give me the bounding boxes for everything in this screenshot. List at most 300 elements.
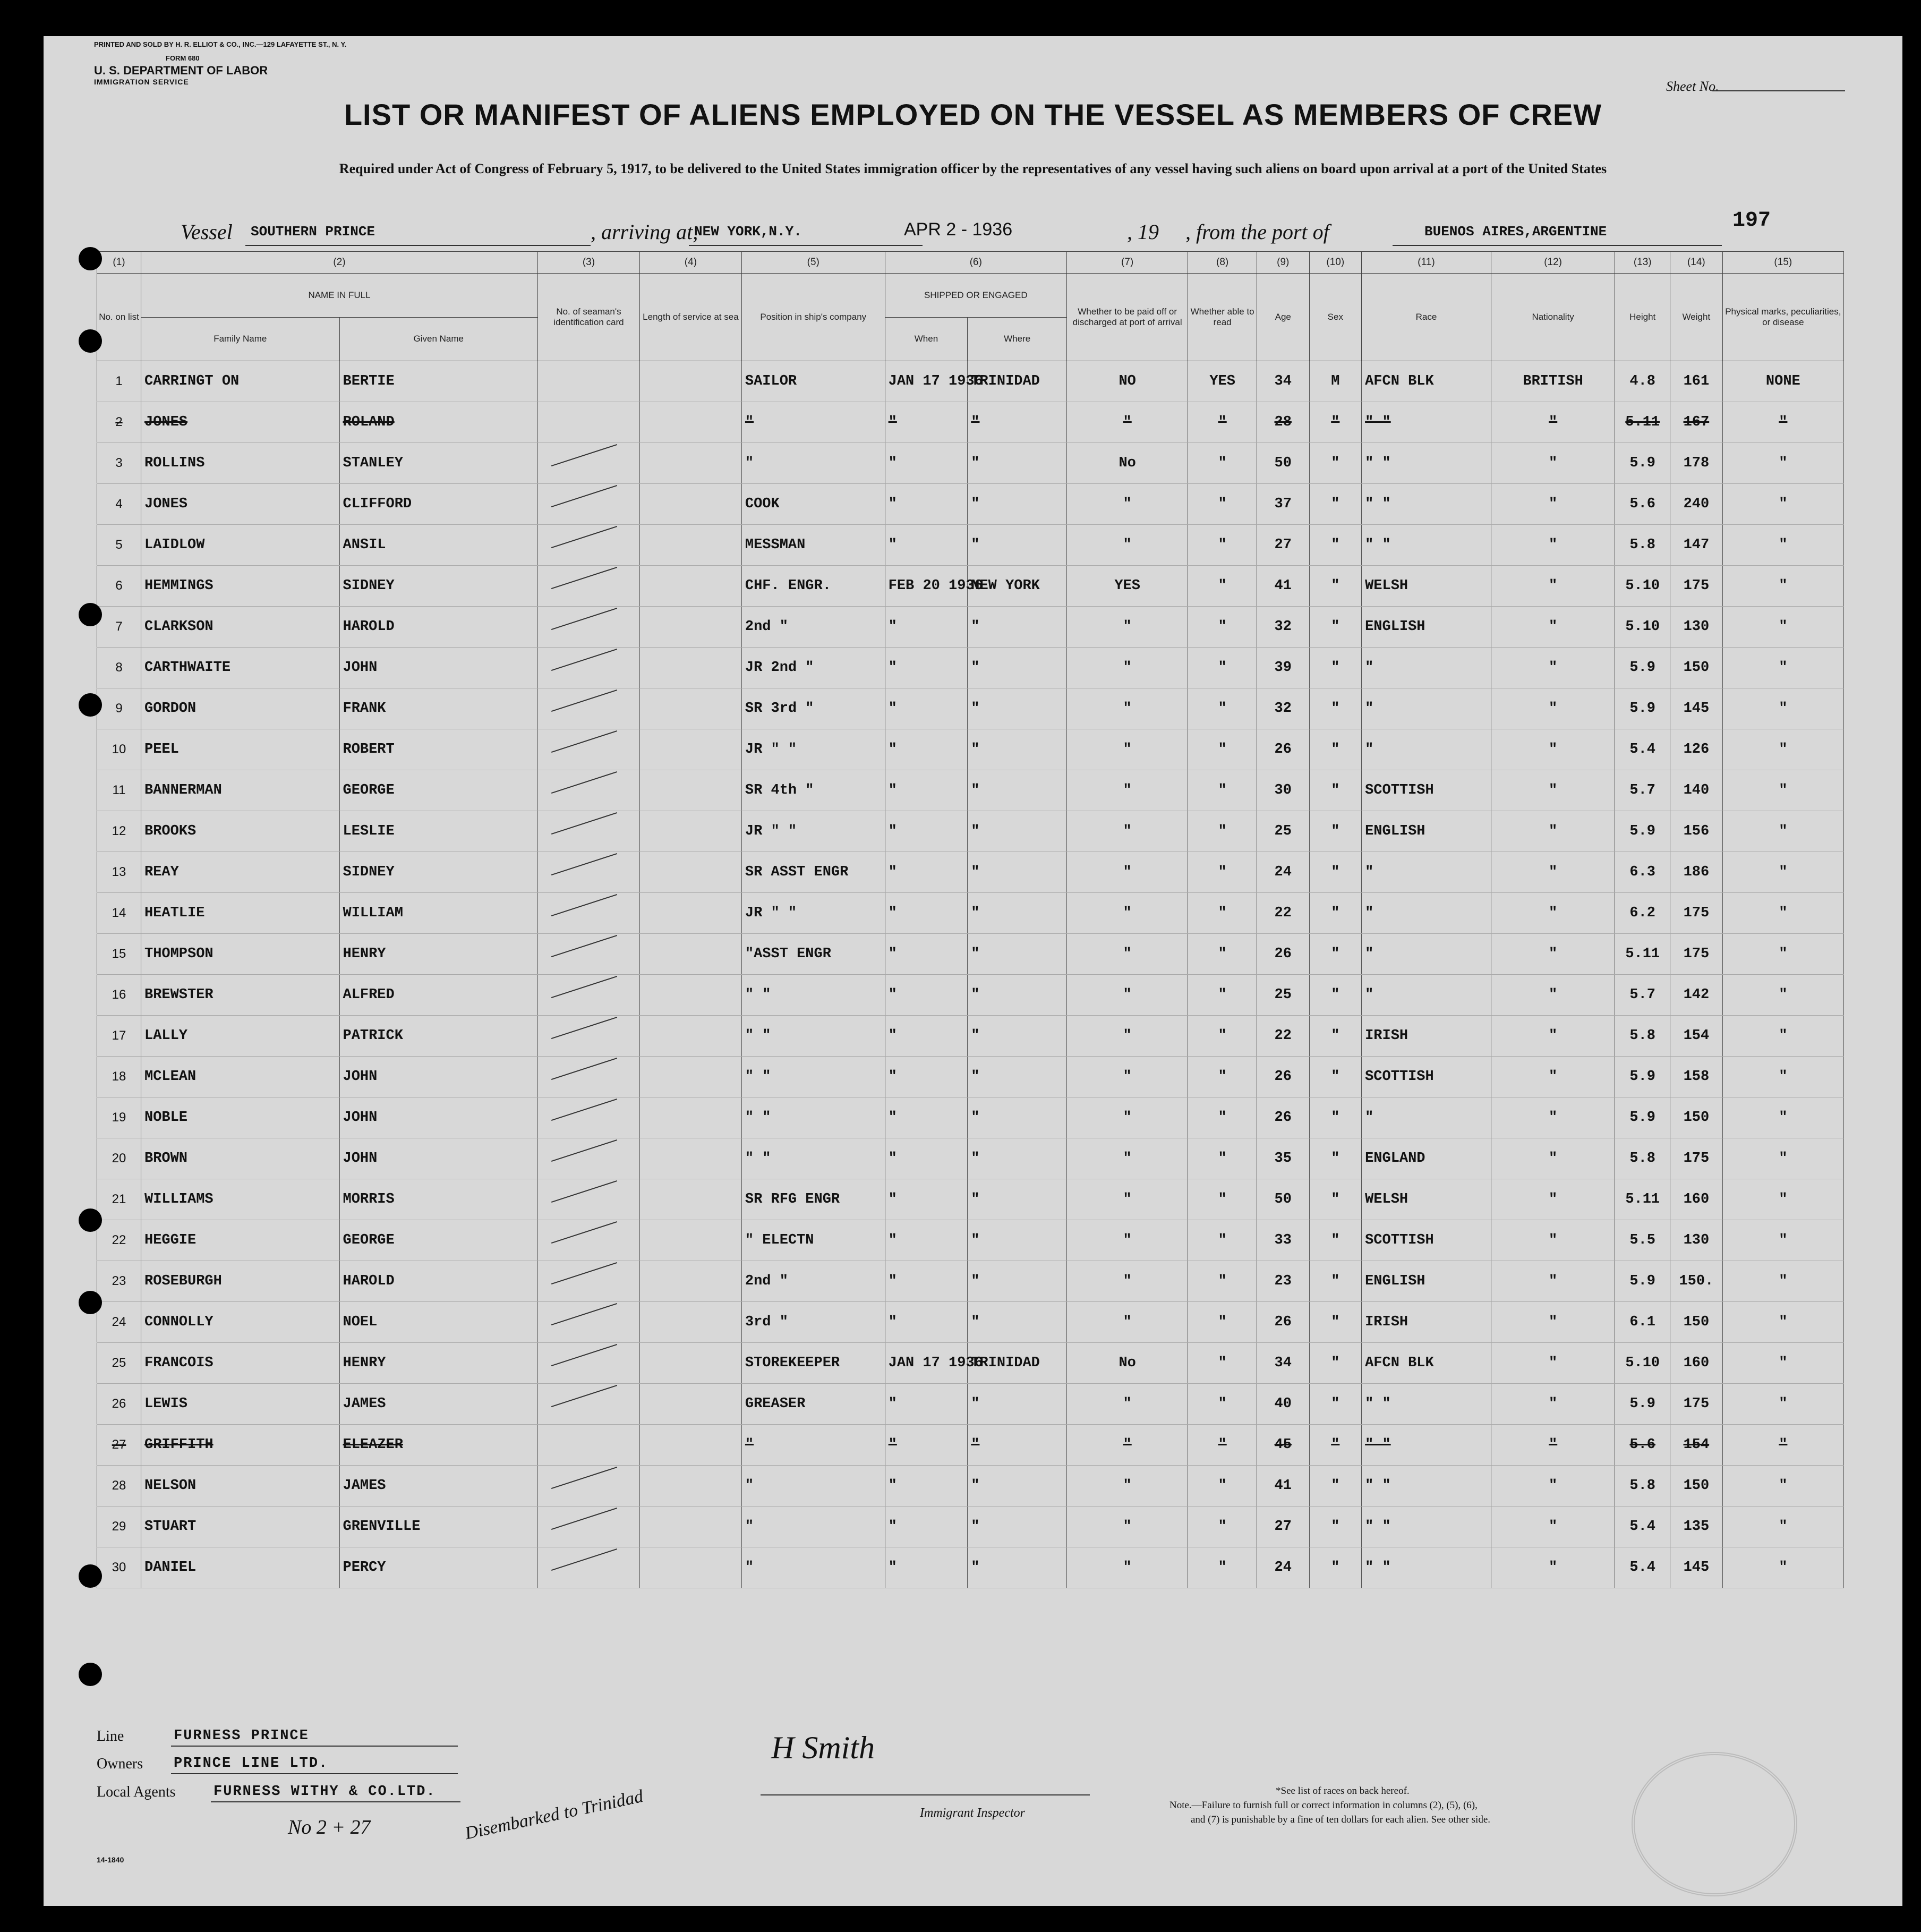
cell-height: 5.8 bbox=[1615, 525, 1670, 566]
cell-weight: 175 bbox=[1670, 1384, 1723, 1425]
cell-length bbox=[639, 525, 741, 566]
cell-race: " bbox=[1362, 934, 1491, 975]
cell-no: 9 bbox=[97, 688, 141, 729]
cell-family: FRANCOIS bbox=[141, 1343, 340, 1384]
cell-nat: " bbox=[1491, 1547, 1615, 1588]
crew-row bbox=[97, 1179, 1844, 1220]
arriving-line bbox=[689, 245, 923, 246]
check-tick-icon bbox=[551, 730, 617, 753]
crew-row bbox=[97, 566, 1844, 607]
cell-weight: 240 bbox=[1670, 484, 1723, 525]
cell-read: " bbox=[1188, 607, 1257, 648]
cell-paid: " bbox=[1067, 1057, 1188, 1097]
cell-where: TRINIDAD bbox=[968, 1343, 1067, 1384]
cell-nat: " bbox=[1491, 975, 1615, 1016]
cell-position: SR RFG ENGR bbox=[741, 1179, 885, 1220]
cell-no: 2 bbox=[97, 402, 141, 443]
cell-nat: " bbox=[1491, 1302, 1615, 1343]
cell-given: WILLIAM bbox=[339, 893, 538, 934]
check-tick-icon bbox=[551, 976, 617, 998]
arriving-port: NEW YORK,N.Y. bbox=[694, 224, 802, 240]
cell-given: SIDNEY bbox=[339, 566, 538, 607]
cell-race: " " bbox=[1362, 1425, 1491, 1466]
cell-race: AFCN BLK bbox=[1362, 1343, 1491, 1384]
cell-when: " bbox=[885, 852, 968, 893]
cell-age: 27 bbox=[1257, 525, 1309, 566]
cell-length bbox=[639, 443, 741, 484]
agents-underline bbox=[211, 1801, 460, 1802]
cell-given: ROLAND bbox=[339, 402, 538, 443]
crew-row bbox=[97, 729, 1844, 770]
cell-height: 5.8 bbox=[1615, 1466, 1670, 1507]
cell-when: JAN 17 1936 bbox=[885, 1343, 968, 1384]
cell-height: 5.4 bbox=[1615, 1507, 1670, 1547]
cell-when: " bbox=[885, 934, 968, 975]
cell-position: MESSMAN bbox=[741, 525, 885, 566]
cell-read: " bbox=[1188, 525, 1257, 566]
cell-position: SR ASST ENGR bbox=[741, 852, 885, 893]
crew-row bbox=[97, 648, 1844, 688]
cell-age: 30 bbox=[1257, 770, 1309, 811]
cell-weight: 156 bbox=[1670, 811, 1723, 852]
cell-where: " bbox=[968, 1507, 1067, 1547]
cell-where: " bbox=[968, 443, 1067, 484]
cell-position: JR " " bbox=[741, 729, 885, 770]
col-num-5: (5) bbox=[741, 252, 885, 274]
crew-row bbox=[97, 1547, 1844, 1588]
cell-length bbox=[639, 1384, 741, 1425]
cell-race: " bbox=[1362, 893, 1491, 934]
cell-length bbox=[639, 1138, 741, 1179]
crew-row bbox=[97, 1507, 1844, 1547]
check-tick-icon bbox=[551, 1548, 617, 1571]
cell-race: " bbox=[1362, 975, 1491, 1016]
vessel-info-line bbox=[44, 219, 1902, 251]
cell-given: GRENVILLE bbox=[339, 1507, 538, 1547]
cell-where: " bbox=[968, 893, 1067, 934]
cell-when: " bbox=[885, 1057, 968, 1097]
cell-paid: " bbox=[1067, 1302, 1188, 1343]
cell-id bbox=[538, 1547, 640, 1588]
cell-weight: 150 bbox=[1670, 1097, 1723, 1138]
cell-marks: " bbox=[1722, 525, 1843, 566]
cell-id bbox=[538, 1220, 640, 1261]
cell-given: ROBERT bbox=[339, 729, 538, 770]
cell-nat: " bbox=[1491, 1097, 1615, 1138]
cell-sex: " bbox=[1309, 1466, 1362, 1507]
cell-family: CONNOLLY bbox=[141, 1302, 340, 1343]
col-num-10: (10) bbox=[1309, 252, 1362, 274]
cell-length bbox=[639, 648, 741, 688]
cell-race: " " bbox=[1362, 525, 1491, 566]
col-num-15: (15) bbox=[1722, 252, 1843, 274]
cell-nat: " bbox=[1491, 1507, 1615, 1547]
cell-marks: " bbox=[1722, 648, 1843, 688]
cell-height: 5.6 bbox=[1615, 484, 1670, 525]
check-tick-icon bbox=[551, 1017, 617, 1039]
cell-read: " bbox=[1188, 566, 1257, 607]
cell-no: 15 bbox=[97, 934, 141, 975]
cell-weight: 142 bbox=[1670, 975, 1723, 1016]
cell-family: CLARKSON bbox=[141, 607, 340, 648]
cell-height: 5.7 bbox=[1615, 975, 1670, 1016]
cell-no: 26 bbox=[97, 1384, 141, 1425]
crew-row bbox=[97, 1220, 1844, 1261]
check-tick-icon bbox=[551, 608, 617, 630]
cell-sex: " bbox=[1309, 975, 1362, 1016]
cell-family: ROLLINS bbox=[141, 443, 340, 484]
cell-read: " bbox=[1188, 1220, 1257, 1261]
crew-row bbox=[97, 1343, 1844, 1384]
check-tick-icon bbox=[551, 1180, 617, 1203]
cell-weight: 135 bbox=[1670, 1507, 1723, 1547]
cell-length bbox=[639, 1343, 741, 1384]
cell-where: " bbox=[968, 1302, 1067, 1343]
cell-sex: " bbox=[1309, 1302, 1362, 1343]
cell-length bbox=[639, 1261, 741, 1302]
crew-row bbox=[97, 852, 1844, 893]
sheet-number-label: Sheet No. bbox=[1666, 79, 1719, 94]
cell-when: " bbox=[885, 1179, 968, 1220]
cell-position: SR 4th " bbox=[741, 770, 885, 811]
cell-nat: " bbox=[1491, 852, 1615, 893]
cell-where: " bbox=[968, 525, 1067, 566]
cell-paid: " bbox=[1067, 607, 1188, 648]
sheet-number-line bbox=[1712, 90, 1845, 91]
cell-height: 5.4 bbox=[1615, 729, 1670, 770]
cell-when: " bbox=[885, 402, 968, 443]
cell-marks: " bbox=[1722, 1507, 1843, 1547]
check-tick-icon bbox=[551, 690, 617, 712]
cell-id bbox=[538, 1016, 640, 1057]
cell-nat: " bbox=[1491, 1220, 1615, 1261]
cell-sex: " bbox=[1309, 566, 1362, 607]
cell-read: " bbox=[1188, 1343, 1257, 1384]
cell-paid: " bbox=[1067, 648, 1188, 688]
cell-read: " bbox=[1188, 1016, 1257, 1057]
crew-row bbox=[97, 1466, 1844, 1507]
cell-height: 5.10 bbox=[1615, 566, 1670, 607]
cell-read: " bbox=[1188, 1261, 1257, 1302]
cell-nat: " bbox=[1491, 525, 1615, 566]
cell-where: " bbox=[968, 852, 1067, 893]
cell-nat: " bbox=[1491, 934, 1615, 975]
cell-age: 41 bbox=[1257, 566, 1309, 607]
cell-height: 5.11 bbox=[1615, 934, 1670, 975]
cell-length bbox=[639, 1466, 741, 1507]
owners-underline bbox=[171, 1773, 458, 1774]
cell-given: LESLIE bbox=[339, 811, 538, 852]
cell-sex: " bbox=[1309, 1220, 1362, 1261]
cell-when: " bbox=[885, 1016, 968, 1057]
cell-race: " " bbox=[1362, 484, 1491, 525]
cell-family: LEWIS bbox=[141, 1384, 340, 1425]
cell-paid: " bbox=[1067, 934, 1188, 975]
cell-marks: " bbox=[1722, 975, 1843, 1016]
cell-paid: NO bbox=[1067, 361, 1188, 402]
cell-marks: " bbox=[1722, 1220, 1843, 1261]
cell-height: 5.9 bbox=[1615, 1261, 1670, 1302]
cell-family: HEATLIE bbox=[141, 893, 340, 934]
cell-position: 2nd " bbox=[741, 1261, 885, 1302]
cell-weight: 154 bbox=[1670, 1016, 1723, 1057]
form-code: 14-1840 bbox=[97, 1856, 124, 1864]
cell-id bbox=[538, 648, 640, 688]
footer-note bbox=[1169, 1784, 1490, 1827]
cell-no: 27 bbox=[97, 1425, 141, 1466]
col-num-9: (9) bbox=[1257, 252, 1309, 274]
header-height: Height bbox=[1615, 274, 1670, 361]
cell-no: 29 bbox=[97, 1507, 141, 1547]
cell-family: BROWN bbox=[141, 1138, 340, 1179]
signature-line bbox=[761, 1794, 1090, 1795]
cell-weight: 145 bbox=[1670, 688, 1723, 729]
punch-hole bbox=[79, 1564, 102, 1588]
col-num-14: (14) bbox=[1670, 252, 1723, 274]
vessel-label: Vessel bbox=[181, 220, 233, 244]
cell-age: 41 bbox=[1257, 1466, 1309, 1507]
cell-length bbox=[639, 1016, 741, 1057]
cell-id bbox=[538, 852, 640, 893]
cell-read: YES bbox=[1188, 361, 1257, 402]
cell-length bbox=[639, 811, 741, 852]
cell-id bbox=[538, 607, 640, 648]
cell-nat: " bbox=[1491, 1057, 1615, 1097]
cell-when: " bbox=[885, 729, 968, 770]
cell-marks: " bbox=[1722, 1261, 1843, 1302]
cell-given: JOHN bbox=[339, 1138, 538, 1179]
cell-no: 22 bbox=[97, 1220, 141, 1261]
col-num-4: (4) bbox=[639, 252, 741, 274]
cell-paid: YES bbox=[1067, 566, 1188, 607]
cell-read: " bbox=[1188, 443, 1257, 484]
line-label: Line bbox=[97, 1728, 124, 1744]
cell-marks: " bbox=[1722, 566, 1843, 607]
cell-where: " bbox=[968, 1138, 1067, 1179]
cell-position: 3rd " bbox=[741, 1302, 885, 1343]
arriving-label: , arriving at, bbox=[591, 220, 698, 244]
cell-length bbox=[639, 1547, 741, 1588]
punch-hole bbox=[79, 693, 102, 717]
line-value: FURNESS PRINCE bbox=[174, 1728, 309, 1744]
cell-age: 27 bbox=[1257, 1507, 1309, 1547]
cell-age: 32 bbox=[1257, 688, 1309, 729]
cell-race: ENGLISH bbox=[1362, 811, 1491, 852]
header-sex: Sex bbox=[1309, 274, 1362, 361]
inspector-label: Immigrant Inspector bbox=[920, 1806, 1025, 1820]
cell-where: " bbox=[968, 1016, 1067, 1057]
crew-row bbox=[97, 1425, 1844, 1466]
cell-given: GEORGE bbox=[339, 1220, 538, 1261]
cell-read: " bbox=[1188, 648, 1257, 688]
cell-when: " bbox=[885, 1220, 968, 1261]
cell-race: AFCN BLK bbox=[1362, 361, 1491, 402]
cell-age: 32 bbox=[1257, 607, 1309, 648]
cell-sex: " bbox=[1309, 688, 1362, 729]
cell-read: " bbox=[1188, 1466, 1257, 1507]
col-num-1: (1) bbox=[97, 252, 141, 274]
cell-family: HEMMINGS bbox=[141, 566, 340, 607]
cell-marks: NONE bbox=[1722, 361, 1843, 402]
cell-paid: " bbox=[1067, 1097, 1188, 1138]
crew-row bbox=[97, 770, 1844, 811]
cell-marks: " bbox=[1722, 1466, 1843, 1507]
cell-position: " bbox=[741, 1507, 885, 1547]
cell-marks: " bbox=[1722, 1138, 1843, 1179]
cell-race: " bbox=[1362, 648, 1491, 688]
header-where: Where bbox=[968, 317, 1067, 361]
header-weight: Weight bbox=[1670, 274, 1723, 361]
cell-where: " bbox=[968, 1384, 1067, 1425]
cell-nat: " bbox=[1491, 770, 1615, 811]
cell-marks: " bbox=[1722, 1302, 1843, 1343]
cell-age: 24 bbox=[1257, 852, 1309, 893]
handwritten-note: No 2 + 27 bbox=[288, 1816, 371, 1839]
cell-weight: 140 bbox=[1670, 770, 1723, 811]
cell-height: 5.10 bbox=[1615, 607, 1670, 648]
year-label: , 19 bbox=[1127, 220, 1159, 244]
cell-family: JONES bbox=[141, 484, 340, 525]
cell-where: " bbox=[968, 934, 1067, 975]
cell-id bbox=[538, 893, 640, 934]
cell-family: GORDON bbox=[141, 688, 340, 729]
crew-row bbox=[97, 1057, 1844, 1097]
cell-marks: " bbox=[1722, 1547, 1843, 1588]
cell-no: 13 bbox=[97, 852, 141, 893]
cell-when: " bbox=[885, 1547, 968, 1588]
cell-no: 1 bbox=[97, 361, 141, 402]
cell-nat: " bbox=[1491, 566, 1615, 607]
cell-marks: " bbox=[1722, 893, 1843, 934]
cell-given: JOHN bbox=[339, 648, 538, 688]
header-when: When bbox=[885, 317, 968, 361]
cell-race: ENGLISH bbox=[1362, 607, 1491, 648]
cell-marks: " bbox=[1722, 1097, 1843, 1138]
cell-paid: " bbox=[1067, 852, 1188, 893]
cell-family: REAY bbox=[141, 852, 340, 893]
crew-row bbox=[97, 402, 1844, 443]
cell-height: 5.10 bbox=[1615, 1343, 1670, 1384]
cell-id bbox=[538, 1138, 640, 1179]
crew-row bbox=[97, 607, 1844, 648]
check-tick-icon bbox=[551, 853, 617, 875]
cell-given: JAMES bbox=[339, 1384, 538, 1425]
cell-id bbox=[538, 1261, 640, 1302]
cell-when: " bbox=[885, 770, 968, 811]
cell-race: " " bbox=[1362, 402, 1491, 443]
cell-when: JAN 17 1936 bbox=[885, 361, 968, 402]
cell-paid: " bbox=[1067, 1384, 1188, 1425]
cell-position: " ELECTN bbox=[741, 1220, 885, 1261]
punch-hole bbox=[79, 1208, 102, 1232]
document-title: LIST OR MANIFEST OF ALIENS EMPLOYED ON THE VESSEL AS MEMBERS OF CREW bbox=[344, 98, 1602, 131]
cell-height: 5.8 bbox=[1615, 1016, 1670, 1057]
cell-given: FRANK bbox=[339, 688, 538, 729]
col-num-11: (11) bbox=[1362, 252, 1491, 274]
col-num-13: (13) bbox=[1615, 252, 1670, 274]
crew-row bbox=[97, 443, 1844, 484]
cell-weight: 145 bbox=[1670, 1547, 1723, 1588]
cell-where: " bbox=[968, 1179, 1067, 1220]
cell-when: FEB 20 1936 bbox=[885, 566, 968, 607]
cell-when: " bbox=[885, 443, 968, 484]
cell-sex: " bbox=[1309, 1384, 1362, 1425]
cell-when: " bbox=[885, 1425, 968, 1466]
cell-weight: 178 bbox=[1670, 443, 1723, 484]
cell-when: " bbox=[885, 1466, 968, 1507]
crew-row bbox=[97, 1016, 1844, 1057]
cell-race: SCOTTISH bbox=[1362, 1057, 1491, 1097]
cell-age: 40 bbox=[1257, 1384, 1309, 1425]
cell-id bbox=[538, 484, 640, 525]
cell-sex: " bbox=[1309, 893, 1362, 934]
cell-paid: " bbox=[1067, 1138, 1188, 1179]
cell-height: 5.9 bbox=[1615, 648, 1670, 688]
cell-age: 25 bbox=[1257, 975, 1309, 1016]
cell-length bbox=[639, 975, 741, 1016]
cell-read: " bbox=[1188, 893, 1257, 934]
cell-nat: " bbox=[1491, 1343, 1615, 1384]
cell-sex: " bbox=[1309, 1547, 1362, 1588]
cell-position: " " bbox=[741, 975, 885, 1016]
crew-row bbox=[97, 811, 1844, 852]
cell-nat: " bbox=[1491, 1138, 1615, 1179]
cell-paid: " bbox=[1067, 770, 1188, 811]
cell-family: NELSON bbox=[141, 1466, 340, 1507]
cell-no: 8 bbox=[97, 648, 141, 688]
arrival-date: APR 2 - 1936 bbox=[904, 219, 1013, 240]
cell-sex: " bbox=[1309, 934, 1362, 975]
cell-id bbox=[538, 811, 640, 852]
cell-length bbox=[639, 1220, 741, 1261]
cell-family: LAIDLOW bbox=[141, 525, 340, 566]
cell-no: 14 bbox=[97, 893, 141, 934]
cell-marks: " bbox=[1722, 1179, 1843, 1220]
service-name: IMMIGRATION SERVICE bbox=[94, 78, 189, 86]
crew-row bbox=[97, 1138, 1844, 1179]
cell-height: 5.9 bbox=[1615, 1057, 1670, 1097]
cell-length bbox=[639, 1097, 741, 1138]
cell-paid: " bbox=[1067, 525, 1188, 566]
cell-weight: 175 bbox=[1670, 934, 1723, 975]
cell-age: 34 bbox=[1257, 1343, 1309, 1384]
check-tick-icon bbox=[551, 1385, 617, 1407]
check-tick-icon bbox=[551, 1262, 617, 1284]
cell-given: CLIFFORD bbox=[339, 484, 538, 525]
cell-race: " " bbox=[1362, 1507, 1491, 1547]
punch-hole bbox=[79, 247, 102, 270]
cell-given: HENRY bbox=[339, 1343, 538, 1384]
cell-age: 34 bbox=[1257, 361, 1309, 402]
cell-no: 25 bbox=[97, 1343, 141, 1384]
cell-position: " bbox=[741, 402, 885, 443]
note-line-2: Note.—Failure to furnish full or correct information in columns (2), (5), (6), bbox=[1169, 1800, 1478, 1811]
cell-sex: " bbox=[1309, 648, 1362, 688]
cell-given: PATRICK bbox=[339, 1016, 538, 1057]
cell-sex: " bbox=[1309, 1057, 1362, 1097]
cell-id bbox=[538, 1302, 640, 1343]
cell-length bbox=[639, 1057, 741, 1097]
cell-family: WILLIAMS bbox=[141, 1179, 340, 1220]
header-physical-marks: Physical marks, peculiarities, or disease bbox=[1722, 274, 1843, 361]
cell-family: BROOKS bbox=[141, 811, 340, 852]
cell-id bbox=[538, 1507, 640, 1547]
cell-no: 19 bbox=[97, 1097, 141, 1138]
cell-when: " bbox=[885, 1507, 968, 1547]
note-line-3: and (7) is punishable by a fine of ten dollars for each alien. See other side. bbox=[1191, 1814, 1491, 1825]
header-nationality: Nationality bbox=[1491, 274, 1615, 361]
cell-id bbox=[538, 729, 640, 770]
